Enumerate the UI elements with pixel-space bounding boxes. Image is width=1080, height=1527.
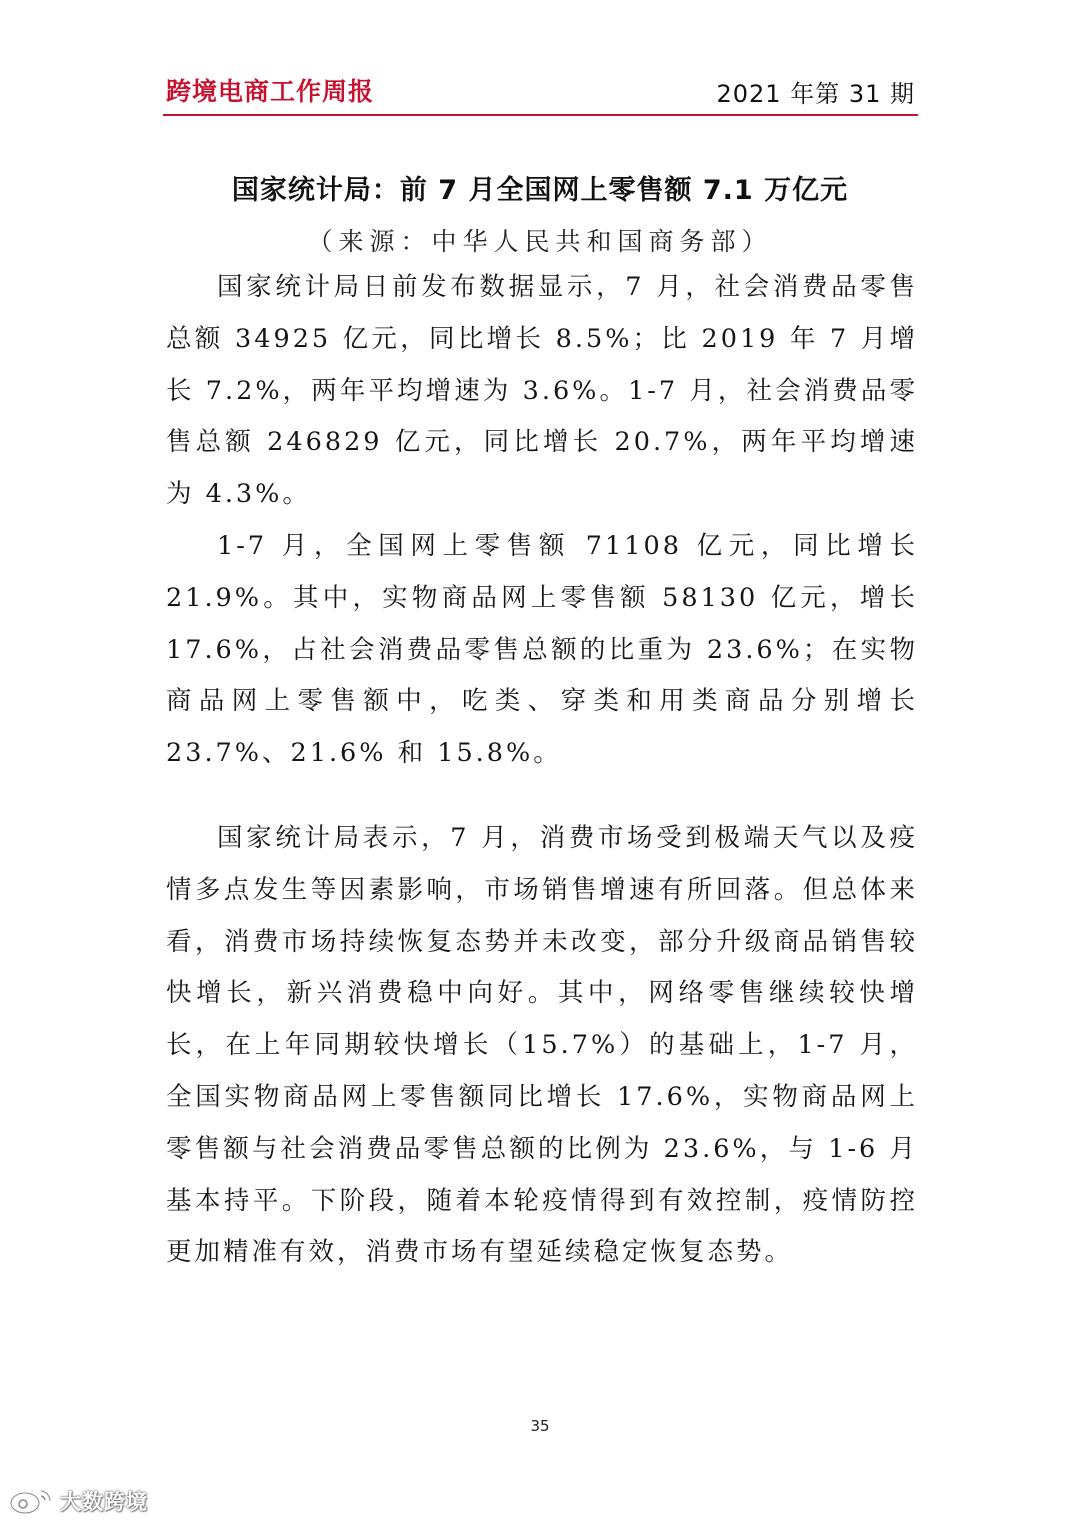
- article-body: [166, 262, 918, 1279]
- issue-number: 2021 年第 31 期: [716, 80, 915, 108]
- paragraph-1: 国家统计局日前发布数据显示，7 月，社会消费品零售总额 34925 亿元，同比增长 8.5%；比 2019 年 7 月增长 7.2%，两年平均增速为 3.6%。1-7 月，社会消费品零售总额 246829 亿元，同比增长 20.7%，两年平均增速为 4.3%。: [166, 272, 918, 510]
- weibo-logo-icon: [8, 1487, 54, 1515]
- watermark-text: 大数跨境: [60, 1490, 148, 1514]
- page-number: 35: [530, 1417, 550, 1435]
- publication-name: 跨境电商工作周报: [166, 77, 375, 106]
- header-divider: [163, 114, 918, 116]
- paragraph-3: 国家统计局表示，7 月，消费市场受到极端天气以及疫情多点发生等因素影响，市场销售增速有所回落。但总体来看，消费市场持续恢复态势并未改变，部分升级商品销售较快增长，新兴消费稳中向好。其中，网络零售继续较快增长，在上年同期较快增长（15.7%）的基础上，1-7 月，全国实物商品网上零售额同比增长 17.6%，实物商品网上零售额与社会消费品零售总额的比例为 23.6%，与 1-6 月基本持平。下阶段，随着本轮疫情得到有效控制，疫情防控更加精准有效，消费市场有望延续稳定恢复态势。: [166, 822, 918, 1268]
- watermark: [8, 1486, 148, 1516]
- paragraph-2: 1-7 月，全国网上零售额 71108 亿元，同比增长 21.9%。其中，实物商品网上零售额 58130 亿元，增长 17.6%，占社会消费品零售总额的比重为 23.6%；在实物商品网上零售额中，吃类、穿类和用类商品分别增长 23.7%、21.6% 和 15.8%。: [166, 530, 918, 769]
- article-title: 国家统计局：前 7 月全国网上零售额 7.1 万亿元: [231, 175, 849, 206]
- article-source: （来源：中华人民共和国商务部）: [307, 227, 773, 256]
